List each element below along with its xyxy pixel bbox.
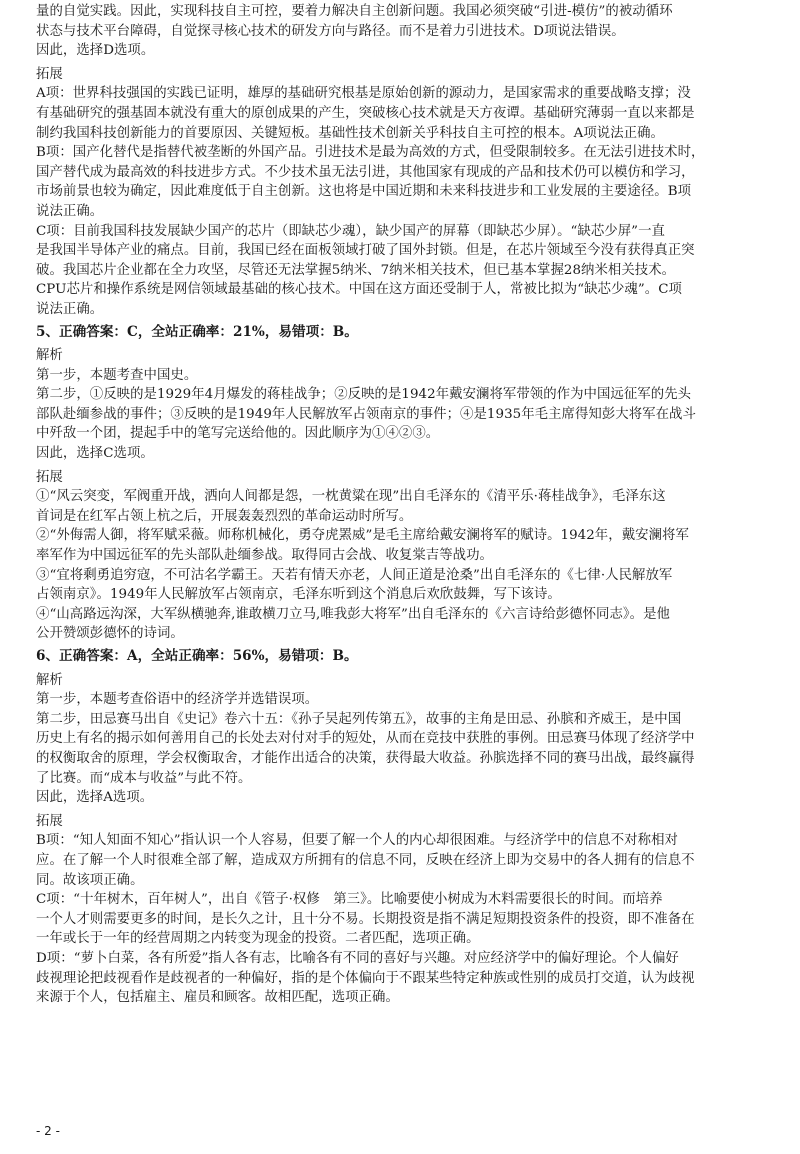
text-line: B项：“知人知面不知心”指认识一个人容易，但要了解一个人的内心却很困难。与经济学中的信息不对称相对: [36, 833, 678, 849]
text-line: ②“外侮需人御，将军赋采薇。师称机械化，勇夺虎罴威”是毛主席给戴安澜将军的赋诗。1942年，戴安澜将军: [36, 528, 689, 544]
text-line: C项：目前我国科技发展缺少国产的芯片（即缺芯少魂），缺少国产的屏幕（即缺芯少屏）。“缺芯少屏”一直: [36, 223, 665, 239]
text-line: 破。我国芯片企业都在全力攻坚，尽管还无法掌握5纳米、7纳米相关技术，但已基本掌握28纳米相关技术。: [36, 262, 676, 278]
question-5-section: [36, 323, 764, 645]
expand-label: 拓展: [36, 813, 63, 829]
text-line: ④“山高路远沟深，大军纵横驰奔,谁敢横刀立马,唯我彭大将军”出自毛泽东的《六言诗给彭德怀同志》。是他: [36, 606, 670, 622]
expand-label: 拓展: [36, 469, 63, 485]
text-line: 部队赴缅参战的事件；③反映的是1949年人民解放军占领南京的事件；④是1935年毛主席得知彭大将军在战斗: [36, 406, 696, 422]
expand-label: 拓展: [36, 66, 63, 82]
text-line: 应。在了解一个人时很难全部了解，造成双方所拥有的信息不同，反映在经济上即为交易中的各人拥有的信息不: [36, 852, 695, 868]
text-line: 的权衡取舍的原理，学会权衡取舍，才能作出适合的决策，获得最大收益。孙膑选择不同的赛马出战，最终赢得: [36, 750, 695, 766]
text-line: 占领南京》。1949年人民解放军占领南京，毛泽东听到这个消息后欢欣鼓舞，写下该诗。: [36, 587, 561, 603]
text-line: 中歼敌一个团，提起手中的笔写完送给他的。因此顺序为①④②③。: [36, 426, 440, 442]
text-line: 量的自觉实践。因此，实现科技自主可控，要着力解决自主创新问题。我国必须突破“引进-模仿”的被动循环: [36, 4, 673, 19]
text-line: 因此，选择D选项。: [36, 43, 155, 59]
text-line: 第一步，本题考查中国史。: [36, 367, 198, 383]
text-line: 状态与技术平台障碍，自觉探寻核心技术的研发方向与路径。而不是着力引进技术。D项说法错误。: [36, 23, 625, 39]
text-line: 有基础研究的强基固本就没有重大的原创成果的产生，突破核心技术就是天方夜谭。基础研究薄弱一直以来都是: [36, 105, 695, 121]
text-line: 公开赞颂彭德怀的诗词。: [36, 626, 184, 642]
text-line: 了比赛。而“成本与收益”与此不符。: [36, 770, 252, 786]
text-line: 第二步，①反映的是1929年4月爆发的蒋桂战争；②反映的是1942年戴安澜将军带领的作为中国远征军的先头: [36, 387, 692, 403]
text-line: 历史上有名的揭示如何善用自己的长处去对付对手的短处，从而在竞技中获胜的事例。田忌赛马体现了经济学中: [36, 731, 695, 747]
text-line: 制约我国科技创新能力的首要原因、关键短板。基础性技术创新关乎科技自主可控的根本。A项说法正确。: [36, 125, 664, 141]
text-line: 歧视理论把歧视看作是歧视者的一种偏好，指的是个体偏向于不跟某些特定种族或性别的成员打交道，认为歧视: [36, 970, 695, 986]
page-number: - 2 -: [36, 1124, 60, 1138]
text-line: 因此，选择A选项。: [36, 790, 154, 806]
text-line: 是我国半导体产业的痛点。目前，我国已经在面板领域打破了国外封锁。但是，在芯片领域至今没有获得真正突: [36, 243, 695, 259]
text-line: 第二步，田忌赛马出自《史记》卷六十五：《孙子吴起列传第五》，故事的主角是田忌、孙膑和齐威王，是中国: [36, 711, 682, 727]
text-line: C项：“十年树木，百年树人”，出自《管子·权修 第三》。比喻要使小树成为木料需要很长的时间。而培养: [36, 892, 663, 908]
text-line: 国产替代成为最高效的科技进步方式。不少技术虽无法引进，其他国家有现成的产品和技术仍可以模仿和学习，: [36, 164, 695, 180]
text-line: CPU芯片和操作系统是网信领域最基础的核心技术。中国在这方面还受制于人，常被比拟为“缺芯少魂”。C项: [36, 282, 682, 298]
question-heading: 5、正确答案：C，全站正确率：21%，易错项：B。: [36, 323, 358, 340]
q4-continuation: [36, 2, 764, 320]
text-line: ③“宜将剩勇追穷寇，不可沽名学霸王。天若有情天亦老，人间正道是沧桑”出自毛泽东的《七律·人民解放军: [36, 567, 673, 583]
question-heading: 6、正确答案：A，全站正确率：56%，易错项：B。: [36, 648, 358, 664]
text-line: 说法正确。: [36, 301, 104, 317]
text-line: 市场前景也较为确定，因此难度低于自主创新。这也将是中国近期和未来科技进步和工业发展的主要途径。B项: [36, 184, 692, 200]
analysis-label: 解析: [36, 348, 63, 364]
text-line: 一个人才则需要更多的时间，是长久之计，且十分不易。长期投资是指不满足短期投资条件的投资，即不准备在: [36, 911, 695, 927]
text-line: 因此，选择C选项。: [36, 446, 154, 462]
text-line: 说法正确。: [36, 203, 104, 219]
text-line: 率军作为中国远征军的先头部队赴缅参战。取得同古会战、收复棠吉等战功。: [36, 548, 493, 564]
question-6-section: [36, 647, 764, 1008]
text-line: 首词是在红军占领上杭之后，开展轰轰烈烈的革命运动时所写。: [36, 508, 413, 524]
text-line: 一年或长于一年的经营周期之内转变为现金的投资。二者匹配，选项正确。: [36, 931, 480, 947]
text-line: D项：“萝卜白菜，各有所爱”指人各有志，比喻各有不同的喜好与兴趣。对应经济学中的偏好理论。个人偏好: [36, 950, 679, 966]
text-line: A项：世界科技强国的实践已证明，雄厚的基础研究根基是原始创新的源动力，是国家需求的重要战略支撑；没: [36, 86, 691, 102]
text-line: ①“风云突变，军阀重开战，洒向人间都是怨，一枕黄粱在现”出自毛泽东的《清平乐·蒋桂战争》，毛泽东这: [36, 489, 666, 505]
text-line: 来源于个人，包括雇主、雇员和顾客。故相匹配，选项正确。: [36, 990, 399, 1006]
text-line: B项：国产化替代是指替代被垄断的外国产品。引进技术是最为高效的方式，但受限制较多。在无法引进技术时，: [36, 145, 705, 161]
analysis-label: 解析: [36, 672, 63, 688]
text-line: 第一步，本题考查俗语中的经济学并选错误项。: [36, 692, 319, 708]
text-line: 同。故该项正确。: [36, 872, 144, 888]
